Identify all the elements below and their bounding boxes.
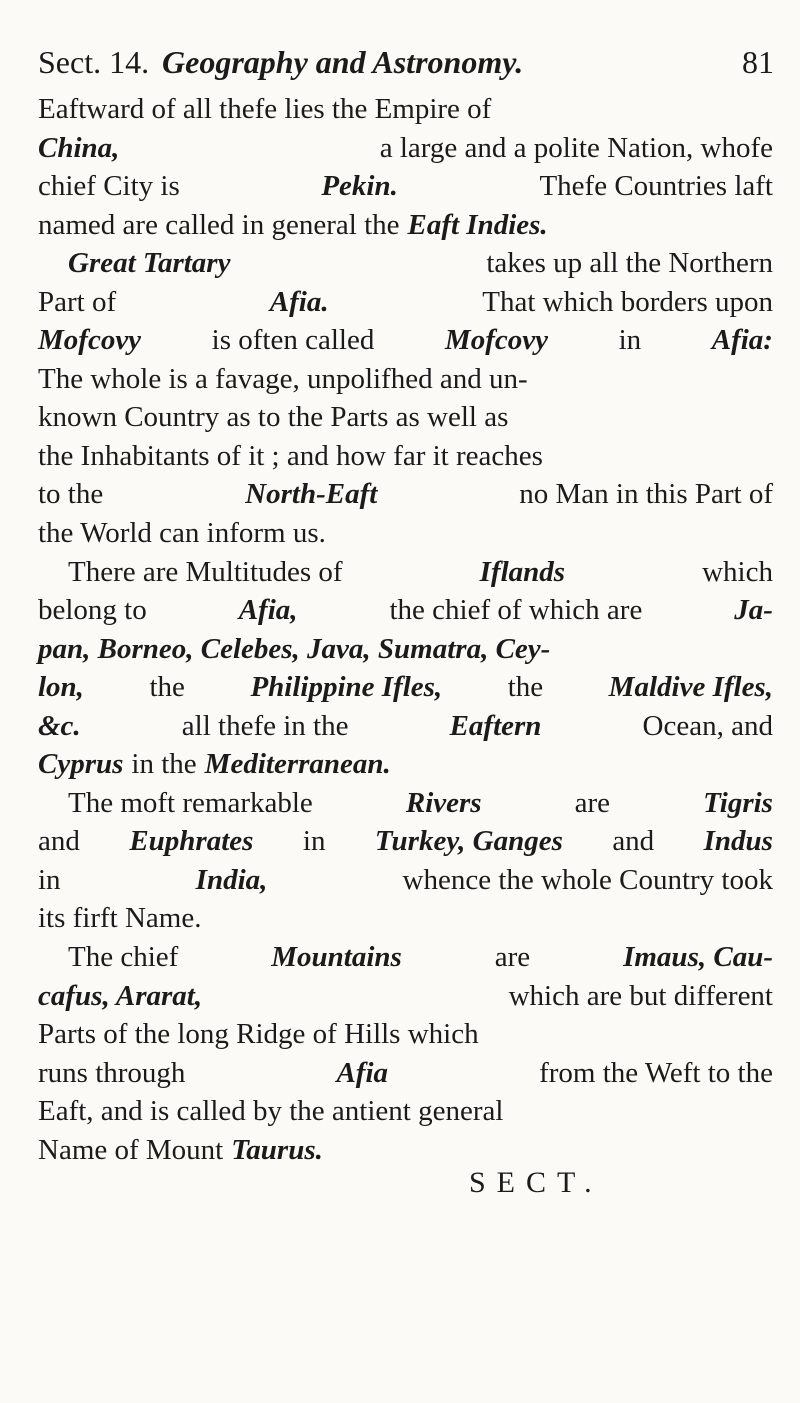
italic-segment: Cyprus: [38, 748, 124, 781]
text-segment: all thefe in the: [181, 709, 349, 742]
text-line: [38, 591, 773, 630]
text-segment: Ocean, and: [642, 709, 773, 742]
text-line: [38, 630, 773, 669]
text-line: [38, 707, 773, 746]
text-segment: no Man in this Part of: [519, 478, 773, 511]
section-number: Sect. 14.: [38, 44, 150, 80]
text-segment: the: [507, 671, 544, 704]
italic-segment: Taurus.: [231, 1133, 323, 1166]
text-line: [38, 514, 773, 553]
italic-segment: Indus: [703, 825, 773, 858]
text-segment: and: [38, 825, 80, 858]
italic-segment: Rivers: [405, 786, 482, 819]
text-segment: are: [574, 786, 611, 819]
text-line: [38, 938, 773, 977]
text-line: [38, 206, 773, 245]
text-line: [38, 1015, 773, 1054]
text-segment: The chief: [68, 941, 179, 974]
text-segment: in: [302, 825, 326, 858]
text-segment: Part of: [38, 285, 117, 318]
italic-segment: Imaus, Cau-: [623, 941, 773, 974]
catchword: SECT.: [469, 1166, 603, 1199]
italic-segment: Mofcovy: [444, 324, 548, 357]
text-segment: chief City is: [38, 170, 180, 203]
text-line: [38, 553, 773, 592]
text-line: [38, 899, 773, 938]
italic-segment: Maldive Ifles,: [608, 671, 773, 704]
text-line: [38, 784, 773, 823]
italic-segment: China,: [38, 131, 120, 164]
page-number: 81: [742, 44, 774, 80]
italic-segment: Pekin.: [321, 170, 398, 203]
text-line: [38, 822, 773, 861]
text-line: [38, 398, 773, 437]
text-line: [38, 129, 773, 168]
text-segment: are: [494, 941, 531, 974]
text-segment: which: [702, 555, 773, 588]
text-segment: Name of Mount: [38, 1133, 224, 1166]
running-title: Geography and Astronomy.: [162, 44, 524, 80]
text-line: [38, 977, 773, 1016]
text-line: [38, 668, 773, 707]
text-segment: is often called: [211, 324, 375, 357]
italic-segment: India,: [195, 863, 268, 896]
italic-segment: lon,: [38, 671, 84, 704]
text-segment: the: [149, 671, 185, 704]
italic-segment: Ja-: [734, 594, 773, 627]
italic-segment: Iflands: [479, 555, 566, 588]
text-line: [38, 283, 773, 322]
italic-segment: &c.: [38, 709, 81, 742]
text-segment: Eaftward of all thefe lies the Empire of: [38, 93, 492, 125]
text-segment: to the: [38, 478, 104, 511]
italic-segment: Eaftern: [449, 709, 542, 742]
text-line: [38, 1131, 773, 1170]
italic-segment: Tigris: [703, 786, 773, 819]
italic-segment: Turkey, Ganges: [374, 825, 563, 858]
text-segment: and: [612, 825, 655, 858]
text-segment: in the: [131, 748, 197, 781]
text-segment: The moft remarkable: [68, 786, 313, 819]
italic-segment: cafus, Ararat,: [38, 979, 203, 1012]
text-line: [38, 244, 773, 283]
text-segment: the World can inform us.: [38, 517, 326, 550]
text-segment: in: [618, 324, 642, 357]
italic-segment: Euphrates: [129, 825, 254, 858]
text-segment: belong to: [38, 594, 147, 627]
text-segment: Eaft, and is called by the antient general: [38, 1095, 504, 1128]
text-segment: its firft Name.: [38, 902, 202, 935]
text-segment: There are Multitudes of: [68, 555, 343, 588]
text-segment: known Country as to the Parts as well as: [38, 401, 509, 434]
italic-segment: pan, Borneo, Celebes, Java, Sumatra, Cey-: [38, 632, 551, 665]
text-segment: a large and a polite Nation, whofe: [379, 131, 773, 164]
text-line: [38, 321, 773, 360]
text-segment: Thefe Countries laft: [539, 170, 773, 203]
text-segment: That which borders upon: [482, 285, 773, 318]
italic-segment: Afia:: [711, 324, 773, 357]
italic-segment: Afia.: [269, 285, 329, 318]
text-segment: runs through: [38, 1056, 186, 1089]
text-line: [38, 437, 773, 476]
text-segment: which are but different: [508, 979, 773, 1012]
text-segment: Parts of the long Ridge of Hills which: [38, 1018, 479, 1051]
text-segment: from the Weft to the: [539, 1056, 773, 1089]
italic-segment: Mediterranean.: [204, 748, 391, 781]
text-line: [38, 360, 773, 399]
body-text: [38, 90, 773, 1169]
text-line: [38, 1054, 773, 1093]
italic-segment: North-Eaft: [245, 478, 378, 511]
text-line: [38, 167, 773, 206]
italic-segment: Afia,: [238, 594, 298, 627]
running-head: [38, 40, 774, 84]
italic-segment: Great Tartary: [68, 247, 231, 280]
text-line: [38, 745, 773, 784]
text-segment: whence the whole Country took: [402, 863, 773, 896]
text-segment: the chief of which are: [389, 594, 643, 627]
text-segment: named are called in general the: [38, 208, 400, 241]
text-line: [38, 861, 773, 900]
text-segment: the Inhabitants of it ; and how far it reaches: [38, 439, 543, 472]
italic-segment: Eaft Indies.: [407, 208, 548, 241]
italic-segment: Afia: [336, 1056, 389, 1089]
italic-segment: Mountains: [271, 941, 402, 974]
text-line: [38, 1092, 773, 1131]
text-line: [38, 475, 773, 514]
text-segment: in: [38, 863, 61, 896]
text-segment: takes up all the Northern: [486, 247, 773, 280]
italic-segment: Philippine Ifles,: [250, 671, 443, 704]
text-segment: The whole is a favage, unpolifhed and un-: [38, 362, 528, 395]
text-line: [38, 90, 773, 129]
italic-segment: Mofcovy: [38, 324, 142, 357]
